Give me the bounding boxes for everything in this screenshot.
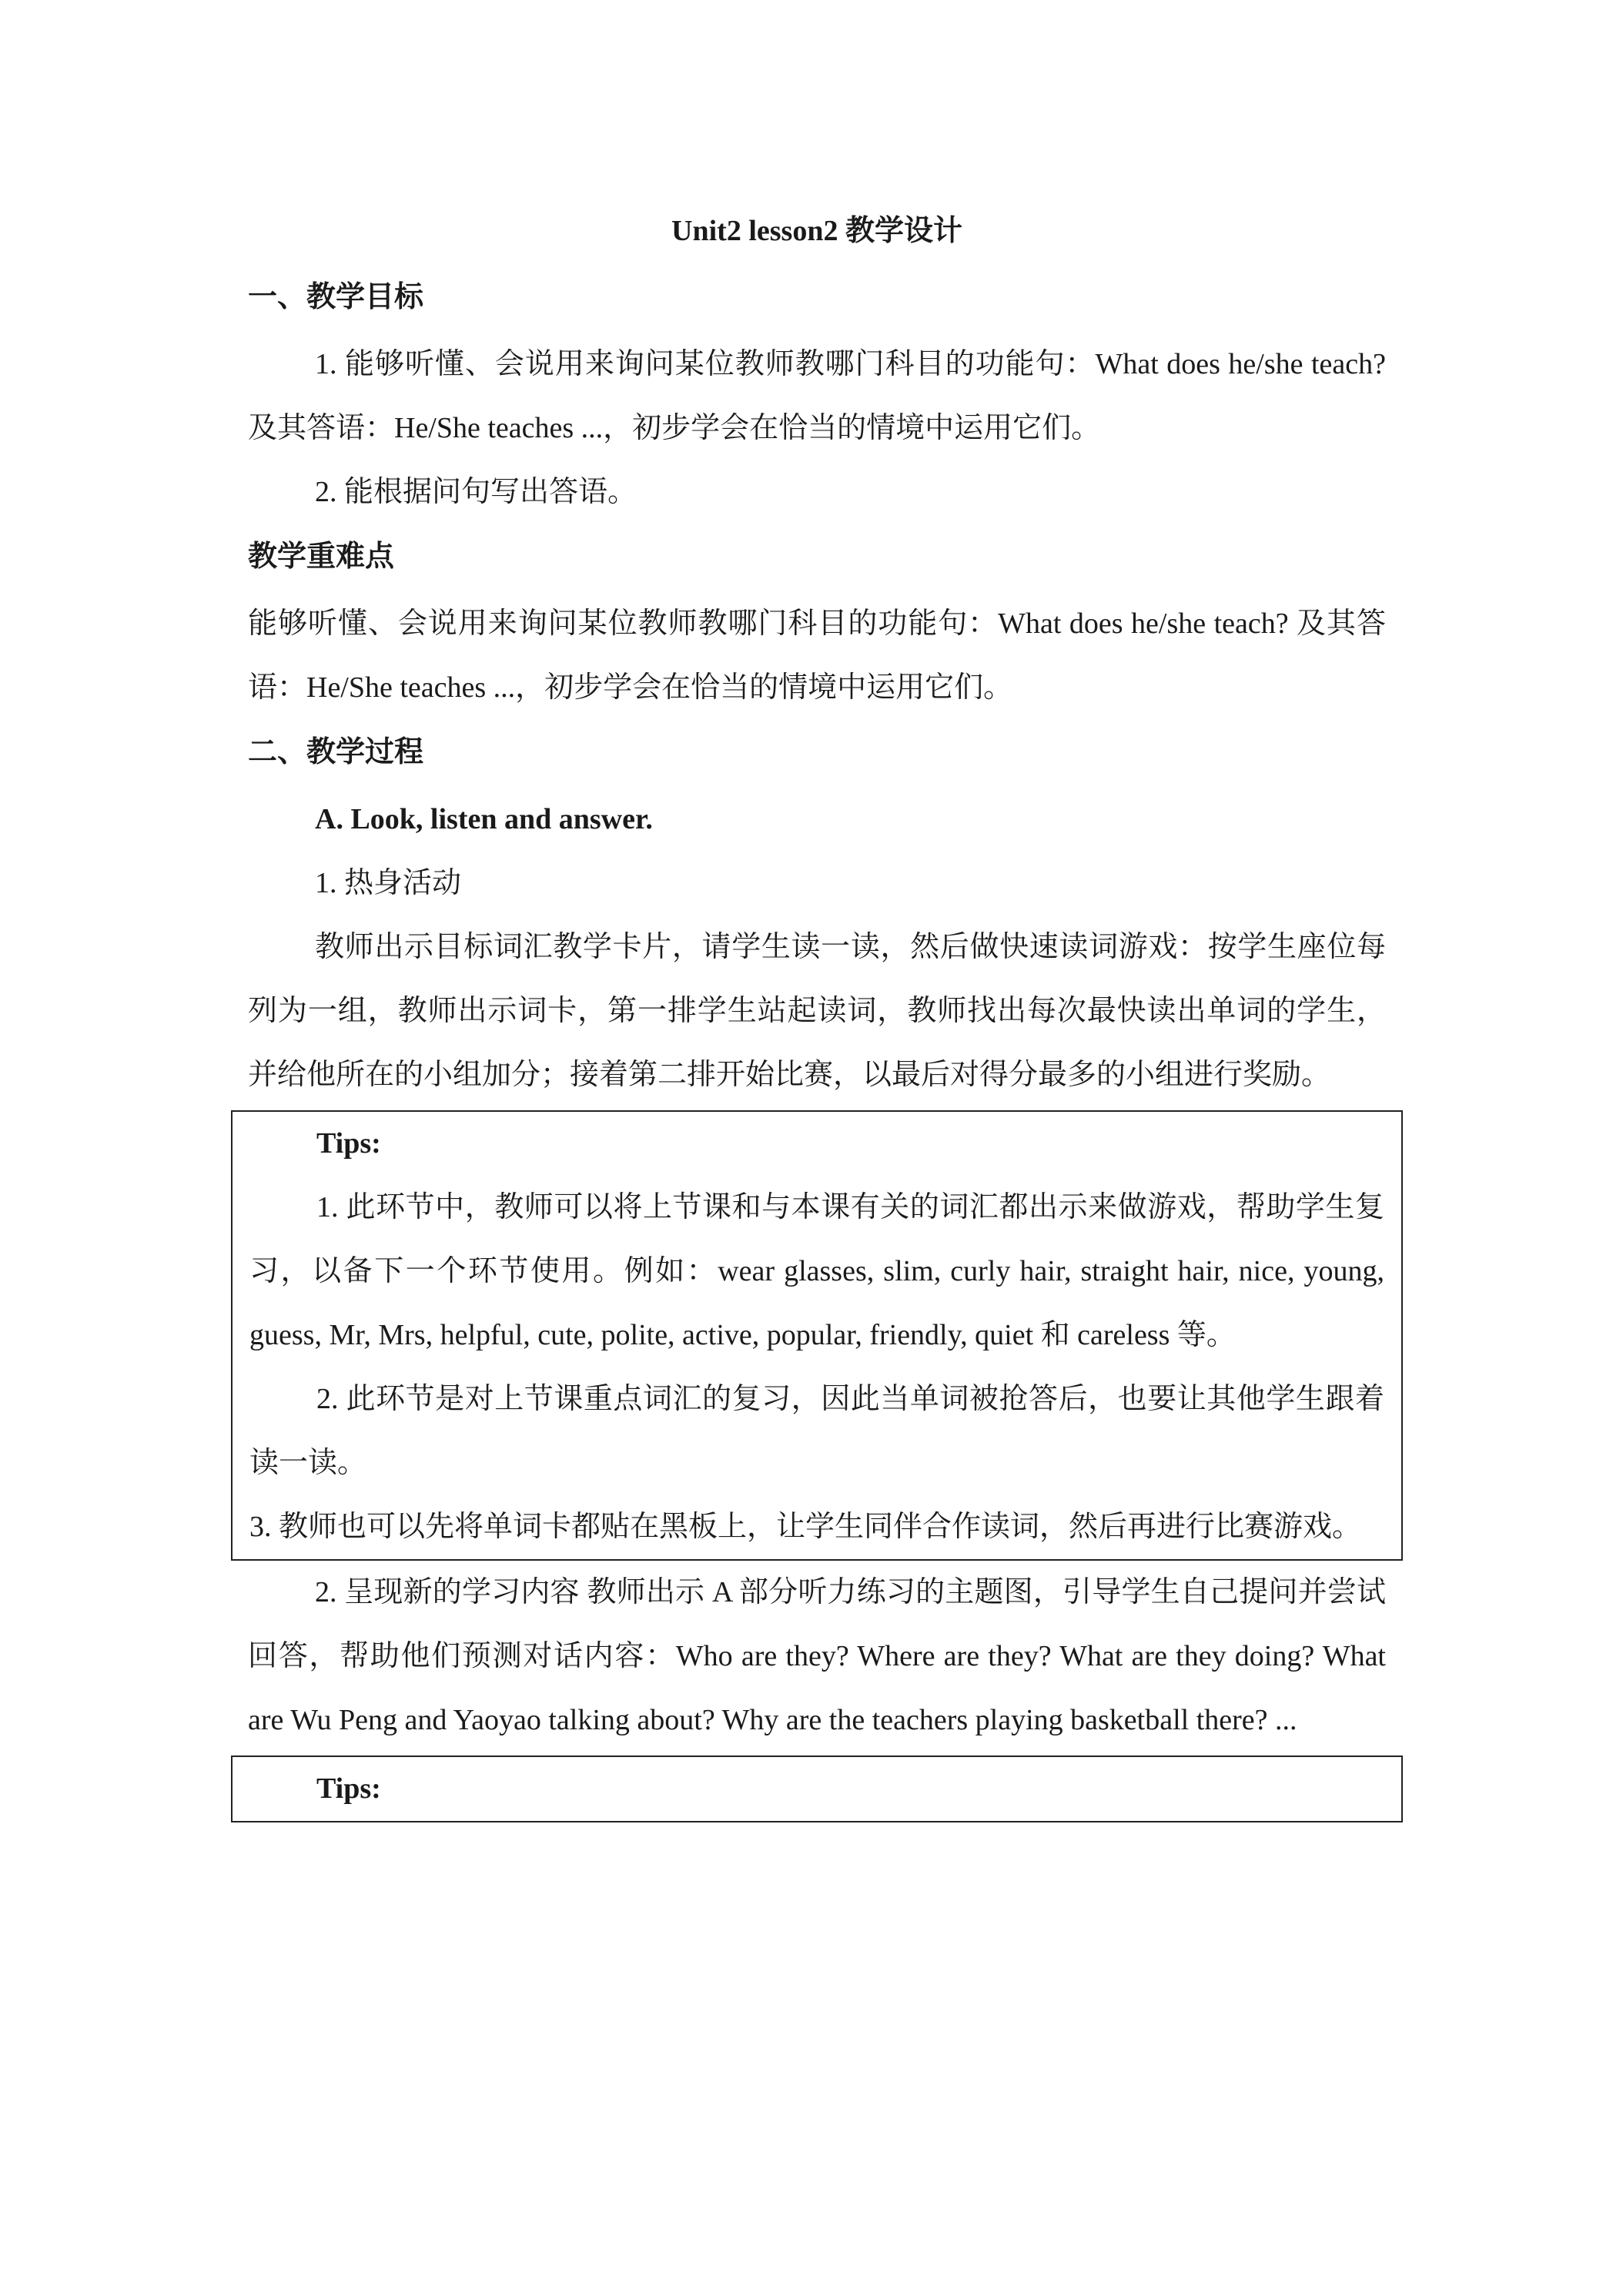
step-title: 1. 热身活动	[315, 867, 462, 899]
tips-title: Tips:	[316, 1772, 381, 1805]
objective-item: 2. 能根据问句写出答语。	[315, 476, 637, 508]
objective-item: 1. 能够听懂、会说用来询问某位教师教哪门科目的功能句：What does he/she teach? 及其答语：He/She teaches ...，初步学会在恰当的情境中运用它们。	[248, 348, 1386, 444]
tips-box	[231, 1755, 1403, 1822]
document-page	[248, 208, 1386, 1822]
section-heading-keypoints: 教学重难点	[248, 541, 395, 573]
tips-item: 3. 教师也可以先将单词卡都贴在黑板上，让学生同伴合作读词，然后再进行比赛游戏。	[249, 1511, 1362, 1543]
tips-item: 1. 此环节中，教师可以将上节课和与本课有关的词汇都出示来做游戏，帮助学生复习，以备下一个环节使用。例如：wear glasses, slim, curly hair, straight hair, nice, young, guess, Mr, Mrs, helpful, cute, polite, active, popular, friendly, quiet 和 careless 等。	[249, 1191, 1384, 1351]
step-text: 教师出示目标词汇教学卡片，请学生读一读，然后做快速读词游戏：按学生座位每列为一组，教师出示词卡，第一排学生站起读词，教师找出每次最快读出单词的学生，并给他所在的小组加分；接着第二排开始比赛，以最后对得分最多的小组进行奖励。	[248, 931, 1386, 1091]
tips-box	[231, 1110, 1403, 1561]
document-title: Unit2 lesson2 教学设计	[671, 215, 962, 247]
section-heading-objectives: 一、教学目标	[248, 281, 424, 313]
step-text: 2. 呈现新的学习内容 教师出示 A 部分听力练习的主题图，引导学生自己提问并尝试回答，帮助他们预测对话内容：Who are they? Where are they? What are they doing? What are Wu Peng and Yaoyao talking about? Why are the teachers playing basketball there? ...	[248, 1576, 1386, 1736]
section-heading-process: 二、教学过程	[248, 736, 424, 768]
activity-subheading: A. Look, listen and answer.	[315, 803, 653, 835]
tips-item: 2. 此环节是对上节课重点词汇的复习，因此当单词被抢答后，也要让其他学生跟着读一读。	[249, 1383, 1384, 1479]
keypoints-text: 能够听懂、会说用来询问某位教师教哪门科目的功能句：What does he/she teach? 及其答语：He/She teaches ...，初步学会在恰当的情境中运用它们。	[248, 607, 1386, 704]
tips-title: Tips:	[316, 1127, 381, 1160]
